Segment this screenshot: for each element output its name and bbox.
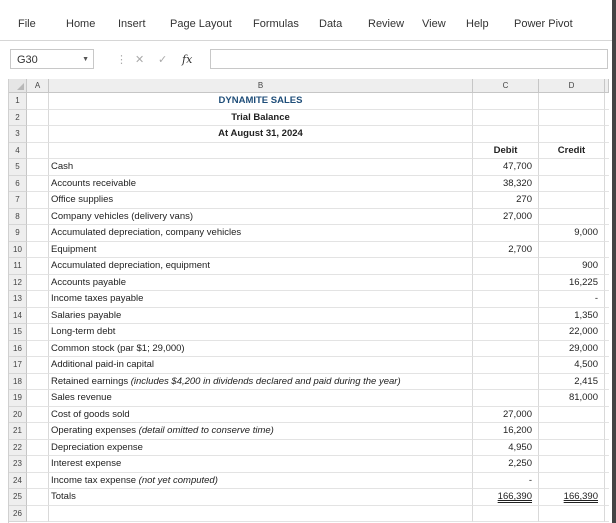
account-name-cell[interactable]: [49, 275, 473, 292]
cell[interactable]: [27, 390, 49, 407]
account-name: Additional paid-in capital: [51, 359, 154, 370]
account-row: [9, 423, 609, 440]
account-row: [9, 324, 609, 341]
cell[interactable]: [27, 275, 49, 292]
account-name-cell[interactable]: [49, 341, 473, 358]
select-all-button[interactable]: [9, 79, 27, 93]
totals-row: [9, 489, 609, 506]
account-name: Interest expense: [51, 458, 122, 469]
tab-formulas[interactable]: Formulas: [253, 18, 299, 30]
cell[interactable]: [539, 93, 605, 110]
debit-cell[interactable]: 27,000: [473, 209, 539, 226]
tab-page-layout[interactable]: Page Layout: [170, 18, 232, 30]
cell[interactable]: [27, 341, 49, 358]
debit-cell[interactable]: [473, 291, 539, 308]
credit-cell[interactable]: [539, 176, 605, 193]
account-name-cell[interactable]: [49, 473, 473, 490]
debit-cell[interactable]: [473, 357, 539, 374]
account-row: [9, 275, 609, 292]
account-name-cell[interactable]: [49, 324, 473, 341]
debit-header-cell[interactable]: Debit: [473, 143, 539, 160]
enter-icon[interactable]: ✓: [158, 54, 168, 66]
cell[interactable]: [605, 390, 609, 407]
account-name-cell[interactable]: [49, 456, 473, 473]
account-name: Income taxes payable: [51, 293, 144, 304]
credit-cell[interactable]: [539, 423, 605, 440]
cell[interactable]: [605, 225, 609, 242]
row-header[interactable]: 2: [9, 110, 27, 127]
report-date-cell[interactable]: At August 31, 2024: [49, 126, 473, 143]
account-name: Long-term debt: [51, 326, 116, 337]
credit-cell[interactable]: [539, 242, 605, 259]
debit-cell[interactable]: 27,000: [473, 407, 539, 424]
cell[interactable]: [27, 192, 49, 209]
account-name-cell[interactable]: [49, 390, 473, 407]
cell[interactable]: [605, 473, 609, 490]
debit-cell[interactable]: [473, 341, 539, 358]
cell[interactable]: [605, 489, 609, 506]
cell[interactable]: [27, 489, 49, 506]
debit-cell[interactable]: [473, 308, 539, 325]
cell[interactable]: [539, 126, 605, 143]
ribbon-tabs: [0, 0, 616, 41]
cell[interactable]: [27, 225, 49, 242]
cell[interactable]: [49, 143, 473, 160]
account-name: Cost of goods sold: [51, 408, 130, 420]
cell[interactable]: [27, 357, 49, 374]
debit-cell[interactable]: [473, 324, 539, 341]
sheet-row: [9, 110, 609, 127]
debit-cell[interactable]: 16,200: [473, 423, 539, 440]
cell[interactable]: [27, 143, 49, 160]
debit-cell[interactable]: 38,320: [473, 176, 539, 193]
account-name-cell[interactable]: [49, 440, 473, 457]
credit-cell[interactable]: 29,000: [539, 341, 605, 358]
tab-insert[interactable]: Insert: [118, 18, 146, 30]
row-header[interactable]: 1: [9, 93, 27, 110]
cell[interactable]: [27, 374, 49, 391]
company-name-cell[interactable]: DYNAMITE SALES: [49, 93, 473, 110]
cell[interactable]: [605, 176, 609, 193]
tab-file[interactable]: File: [18, 18, 36, 30]
cell[interactable]: [605, 242, 609, 259]
account-name-cell[interactable]: [49, 209, 473, 226]
debit-cell[interactable]: 4,950: [473, 440, 539, 457]
cell[interactable]: [473, 110, 539, 127]
cell[interactable]: [539, 110, 605, 127]
credit-cell[interactable]: [539, 473, 605, 490]
cell[interactable]: [27, 506, 49, 523]
account-name-cell[interactable]: [49, 291, 473, 308]
account-name: Equipment: [51, 243, 97, 255]
row-header[interactable]: 21: [9, 423, 27, 440]
cell[interactable]: [605, 126, 609, 143]
cell[interactable]: [27, 176, 49, 193]
credit-cell[interactable]: [539, 159, 605, 176]
account-note: (not yet computed): [138, 474, 218, 486]
cell[interactable]: [27, 308, 49, 325]
column-header-e[interactable]: [605, 79, 609, 93]
row-header[interactable]: 18: [9, 374, 27, 391]
row-header[interactable]: 6: [9, 176, 27, 193]
cell[interactable]: [27, 324, 49, 341]
account-name: Accounts receivable: [51, 177, 137, 189]
formula-input[interactable]: [210, 49, 608, 69]
tab-view[interactable]: View: [422, 18, 446, 30]
cell[interactable]: [27, 456, 49, 473]
cell[interactable]: [605, 308, 609, 325]
account-name: Depreciation expense: [51, 441, 143, 453]
cell[interactable]: [27, 423, 49, 440]
debit-cell[interactable]: [473, 390, 539, 407]
account-row: [9, 291, 609, 308]
cancel-icon[interactable]: ✕: [135, 54, 145, 66]
credit-header-cell[interactable]: Credit: [539, 143, 605, 160]
cell[interactable]: [27, 242, 49, 259]
credit-cell[interactable]: 9,000: [539, 225, 605, 242]
spreadsheet-grid: [8, 79, 609, 523]
tab-home[interactable]: Home: [66, 18, 96, 30]
row-header[interactable]: 13: [9, 291, 27, 308]
row-header[interactable]: 19: [9, 390, 27, 407]
row-header[interactable]: 5: [9, 159, 27, 176]
debit-cell[interactable]: 270: [473, 192, 539, 209]
row-header[interactable]: 7: [9, 192, 27, 209]
sheet-row: [9, 506, 609, 523]
account-row: [9, 407, 609, 424]
account-name: Operating expenses: [51, 425, 139, 436]
cell[interactable]: [27, 440, 49, 457]
column-header-c[interactable]: C: [473, 79, 539, 93]
cell[interactable]: [605, 143, 609, 160]
account-name: Common stock (par $1; 29,000): [51, 342, 185, 354]
credit-cell[interactable]: -: [539, 291, 605, 308]
column-header-d[interactable]: D: [539, 79, 605, 93]
row-header[interactable]: 22: [9, 440, 27, 457]
credit-cell[interactable]: [539, 440, 605, 457]
credit-total-cell[interactable]: 166,390: [539, 489, 605, 506]
cell[interactable]: [605, 110, 609, 127]
account-name: Accumulated depreciation, company vehicles: [51, 227, 242, 238]
cell[interactable]: [473, 506, 539, 523]
name-box[interactable]: [10, 49, 94, 69]
account-name-cell[interactable]: [49, 308, 473, 325]
account-name-cell[interactable]: [49, 225, 473, 242]
credit-cell[interactable]: 4,500: [539, 357, 605, 374]
account-row: [9, 192, 609, 209]
account-row: [9, 357, 609, 374]
sheet-row: [9, 93, 609, 110]
row-header[interactable]: 12: [9, 275, 27, 292]
debit-cell[interactable]: [473, 225, 539, 242]
debit-cell[interactable]: -: [473, 473, 539, 490]
cell[interactable]: [473, 126, 539, 143]
account-name-cell[interactable]: [49, 176, 473, 193]
cell[interactable]: [605, 423, 609, 440]
debit-total-cell[interactable]: 166,390: [473, 489, 539, 506]
account-name: Salaries payable: [51, 309, 122, 321]
tab-review[interactable]: Review: [368, 18, 405, 30]
account-row: [9, 341, 609, 358]
sheet-row: [9, 143, 609, 160]
row-header[interactable]: 4: [9, 143, 27, 160]
account-row: [9, 242, 609, 259]
cell[interactable]: [27, 291, 49, 308]
debit-cell[interactable]: [473, 258, 539, 275]
credit-cell[interactable]: 900: [539, 258, 605, 275]
debit-cell[interactable]: 2,700: [473, 242, 539, 259]
account-name-cell[interactable]: [49, 357, 473, 374]
account-row: [9, 440, 609, 457]
cell[interactable]: [605, 324, 609, 341]
cell[interactable]: [473, 93, 539, 110]
cell[interactable]: [605, 440, 609, 457]
account-name: Accounts payable: [51, 276, 126, 288]
cell[interactable]: [27, 159, 49, 176]
window-edge: [612, 0, 616, 523]
insert-function-icon[interactable]: fx: [182, 53, 193, 66]
credit-cell[interactable]: [539, 456, 605, 473]
account-name-cell[interactable]: [49, 423, 473, 440]
cell[interactable]: [605, 93, 609, 110]
account-row: [9, 209, 609, 226]
account-name: Accumulated depreciation, equipment: [51, 260, 210, 271]
credit-cell[interactable]: 2,415: [539, 374, 605, 391]
cell[interactable]: [605, 341, 609, 358]
account-note: (includes $4,200 in dividends declared and paid during the year): [130, 375, 401, 387]
account-row: [9, 258, 609, 275]
debit-cell[interactable]: [473, 374, 539, 391]
cell[interactable]: [27, 473, 49, 490]
report-title-cell[interactable]: Trial Balance: [49, 110, 473, 127]
row-header[interactable]: 10: [9, 242, 27, 259]
cell[interactable]: [605, 209, 609, 226]
row-header[interactable]: 16: [9, 341, 27, 358]
cell[interactable]: [539, 506, 605, 523]
cell[interactable]: [605, 192, 609, 209]
account-name: Sales revenue: [51, 392, 112, 403]
row-header[interactable]: 3: [9, 126, 27, 143]
credit-cell[interactable]: 22,000: [539, 324, 605, 341]
account-row: [9, 308, 609, 325]
debit-cell[interactable]: 2,250: [473, 456, 539, 473]
account-name: Company vehicles (delivery vans): [51, 210, 194, 222]
account-row: [9, 176, 609, 193]
column-header-b[interactable]: B: [49, 79, 473, 93]
account-row: [9, 159, 609, 176]
cell[interactable]: [605, 456, 609, 473]
cell[interactable]: [49, 506, 473, 523]
account-name-cell[interactable]: [49, 407, 473, 424]
cell[interactable]: [605, 407, 609, 424]
row-header[interactable]: 20: [9, 407, 27, 424]
cell[interactable]: [605, 159, 609, 176]
cell[interactable]: [27, 209, 49, 226]
account-name-cell[interactable]: [49, 159, 473, 176]
cell[interactable]: [27, 258, 49, 275]
tab-help[interactable]: Help: [466, 18, 489, 30]
row-header[interactable]: 23: [9, 456, 27, 473]
account-name: Income tax expense: [51, 474, 139, 486]
cell[interactable]: [605, 291, 609, 308]
account-row: [9, 390, 609, 407]
account-name: Retained earnings: [51, 375, 131, 387]
cell[interactable]: [605, 506, 609, 523]
credit-cell[interactable]: [539, 209, 605, 226]
account-name: Office supplies: [51, 194, 114, 205]
credit-cell[interactable]: 1,350: [539, 308, 605, 325]
cell[interactable]: [27, 126, 49, 143]
account-row: [9, 374, 609, 391]
row-header[interactable]: 17: [9, 357, 27, 374]
row-header[interactable]: 25: [9, 489, 27, 506]
account-row: [9, 473, 609, 490]
sheet-row: [9, 126, 609, 143]
row-header[interactable]: 11: [9, 258, 27, 275]
cell[interactable]: [27, 110, 49, 127]
account-row: [9, 456, 609, 473]
credit-cell[interactable]: 16,225: [539, 275, 605, 292]
name-box-value: G30: [17, 54, 38, 66]
account-name-cell[interactable]: [49, 192, 473, 209]
cell[interactable]: [605, 357, 609, 374]
account-name-cell[interactable]: [49, 242, 473, 259]
account-note: (detail omitted to conserve time): [138, 425, 274, 436]
totals-label-cell[interactable]: Totals: [49, 489, 473, 506]
account-row: [9, 225, 609, 242]
cell[interactable]: [27, 93, 49, 110]
tab-power-pivot[interactable]: Power Pivot: [514, 18, 573, 30]
account-name-cell[interactable]: [49, 258, 473, 275]
row-header[interactable]: 26: [9, 506, 27, 523]
cell[interactable]: [27, 407, 49, 424]
row-header[interactable]: 9: [9, 225, 27, 242]
row-header[interactable]: 15: [9, 324, 27, 341]
debit-cell[interactable]: 47,700: [473, 159, 539, 176]
formula-bar: [0, 41, 616, 77]
chevron-down-icon[interactable]: ▼: [82, 56, 89, 63]
column-header-a[interactable]: A: [27, 79, 49, 93]
cell[interactable]: [605, 374, 609, 391]
more-dots-icon: ⋮: [116, 54, 127, 66]
account-name-cell[interactable]: [49, 374, 473, 391]
row-header[interactable]: 8: [9, 209, 27, 226]
debit-cell[interactable]: [473, 275, 539, 292]
cell[interactable]: [605, 258, 609, 275]
credit-cell[interactable]: [539, 192, 605, 209]
credit-cell[interactable]: 81,000: [539, 390, 605, 407]
row-header[interactable]: 14: [9, 308, 27, 325]
credit-cell[interactable]: [539, 407, 605, 424]
row-header[interactable]: 24: [9, 473, 27, 490]
account-name: Cash: [51, 161, 74, 172]
select-all-icon: [17, 83, 24, 90]
cell[interactable]: [605, 275, 609, 292]
tab-data[interactable]: Data: [319, 18, 343, 30]
